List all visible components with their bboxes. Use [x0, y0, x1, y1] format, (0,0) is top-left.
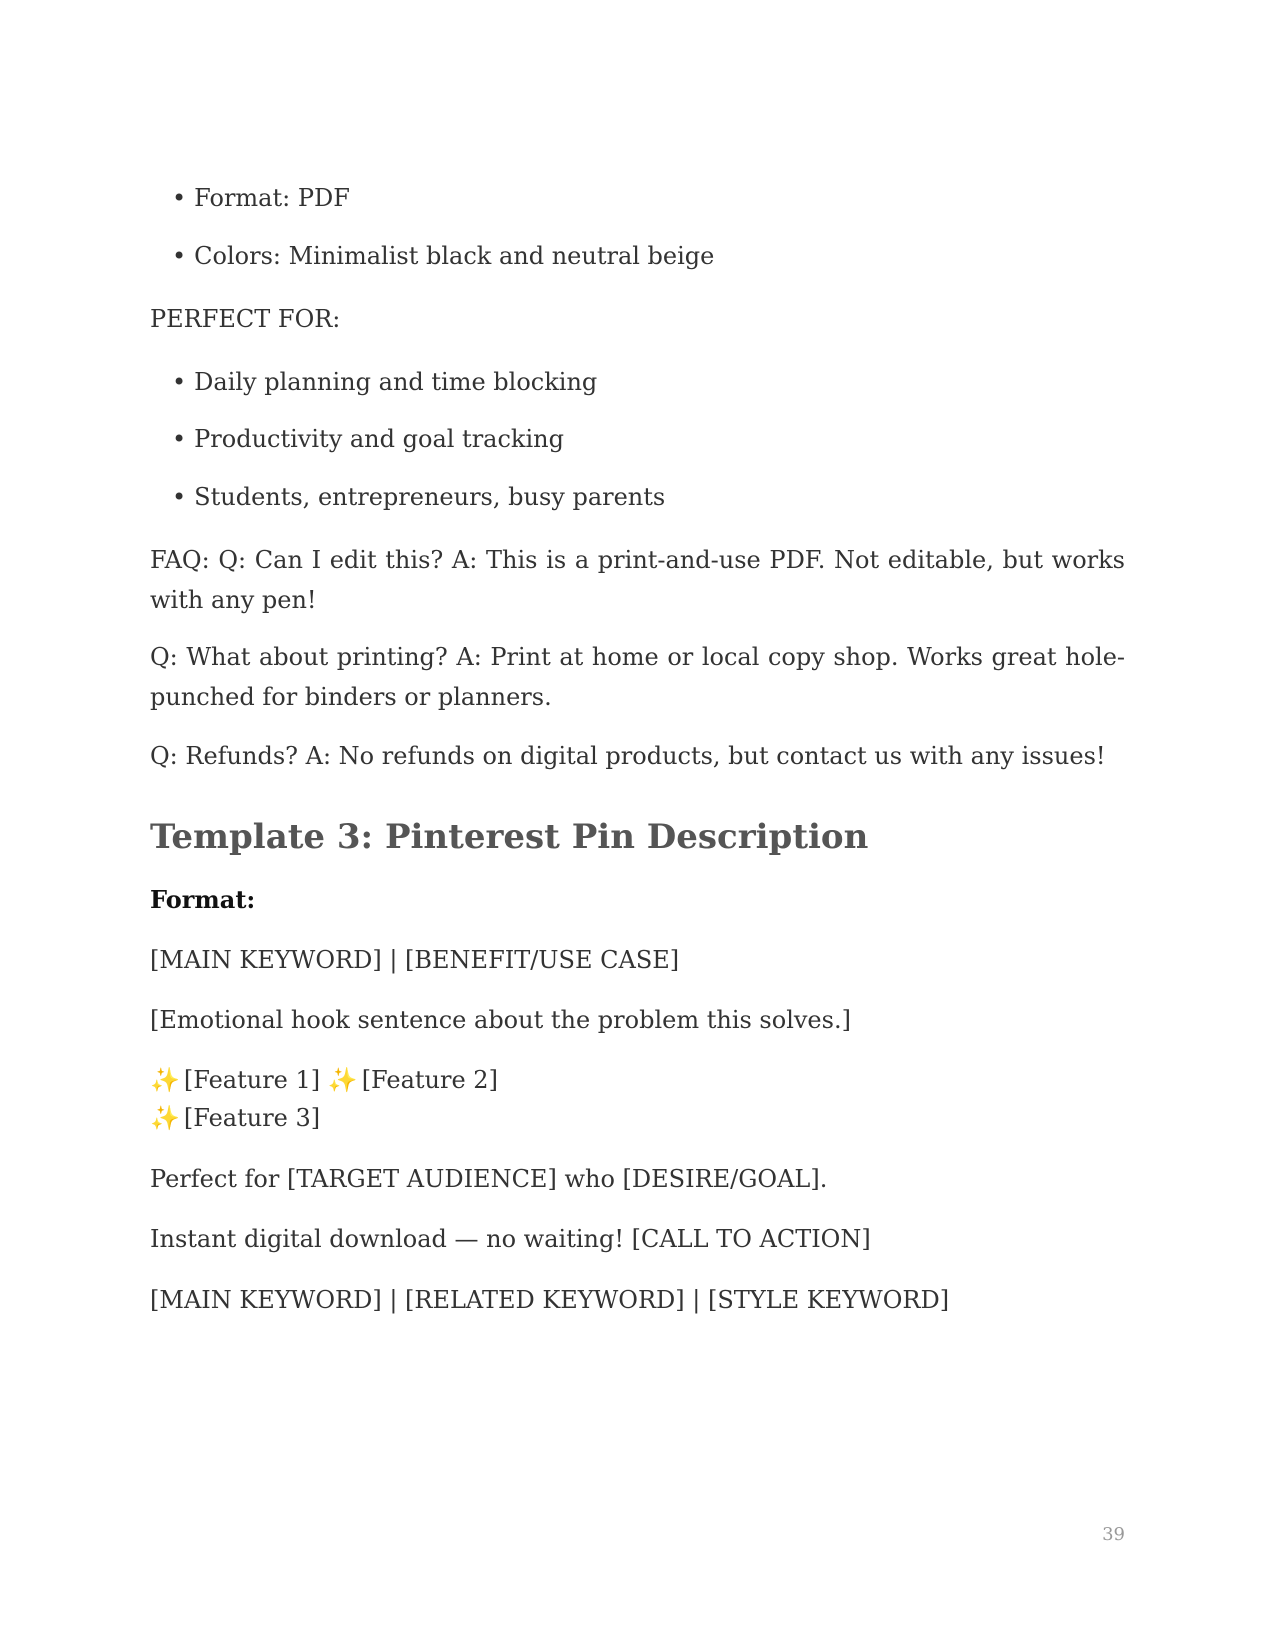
- sparkle-icon: ✨: [327, 1066, 358, 1094]
- faq-refunds: Q: Refunds? A: No refunds on digital products, but contact us with any issues!: [150, 742, 1106, 770]
- cta-line: Instant digital download — no waiting! [CALL TO ACTION]: [150, 1225, 871, 1253]
- hook-line: [Emotional hook sentence about the problem this solves.]: [150, 1006, 851, 1034]
- perfect-for-item: • Students, entrepreneurs, busy parents: [172, 477, 1147, 517]
- audience-line: Perfect for [TARGET AUDIENCE] who [DESIRE/GOAL].: [150, 1165, 828, 1193]
- sparkle-icon: ✨: [150, 1104, 180, 1132]
- features-line-2: [150, 1098, 1125, 1138]
- feature-item: [Feature 2]: [361, 1066, 498, 1094]
- faq-edit: FAQ: Q: Can I edit this? A: This is a print-and-use PDF. Not editable, but works with any pen!: [150, 546, 1125, 614]
- perfect-for-label: PERFECT FOR:: [150, 305, 341, 333]
- feature-item: [Feature 3]: [183, 1104, 321, 1132]
- perfect-for-item: • Productivity and goal tracking: [172, 419, 1147, 459]
- feature-item: [Feature 1]: [183, 1066, 321, 1094]
- keywords-line: [MAIN KEYWORD] | [RELATED KEYWORD] | [STYLE KEYWORD]: [150, 1286, 950, 1314]
- title-line: [MAIN KEYWORD] | [BENEFIT/USE CASE]: [150, 946, 680, 974]
- format-label: Format:: [150, 885, 256, 914]
- page-number: 39: [1102, 1524, 1125, 1545]
- template3-heading: Template 3: Pinterest Pin Description: [150, 817, 869, 857]
- features-line-1: [150, 1060, 1125, 1100]
- spec-colors: • Colors: Minimalist black and neutral beige: [172, 236, 1147, 276]
- sparkle-icon: ✨: [150, 1066, 180, 1094]
- document-page: [150, 0, 1125, 1650]
- spec-format: • Format: PDF: [172, 178, 1147, 218]
- perfect-for-item: • Daily planning and time blocking: [172, 362, 1147, 402]
- faq-printing: Q: What about printing? A: Print at home or local copy shop. Works great hole-punched for binders or planners.: [150, 643, 1125, 711]
